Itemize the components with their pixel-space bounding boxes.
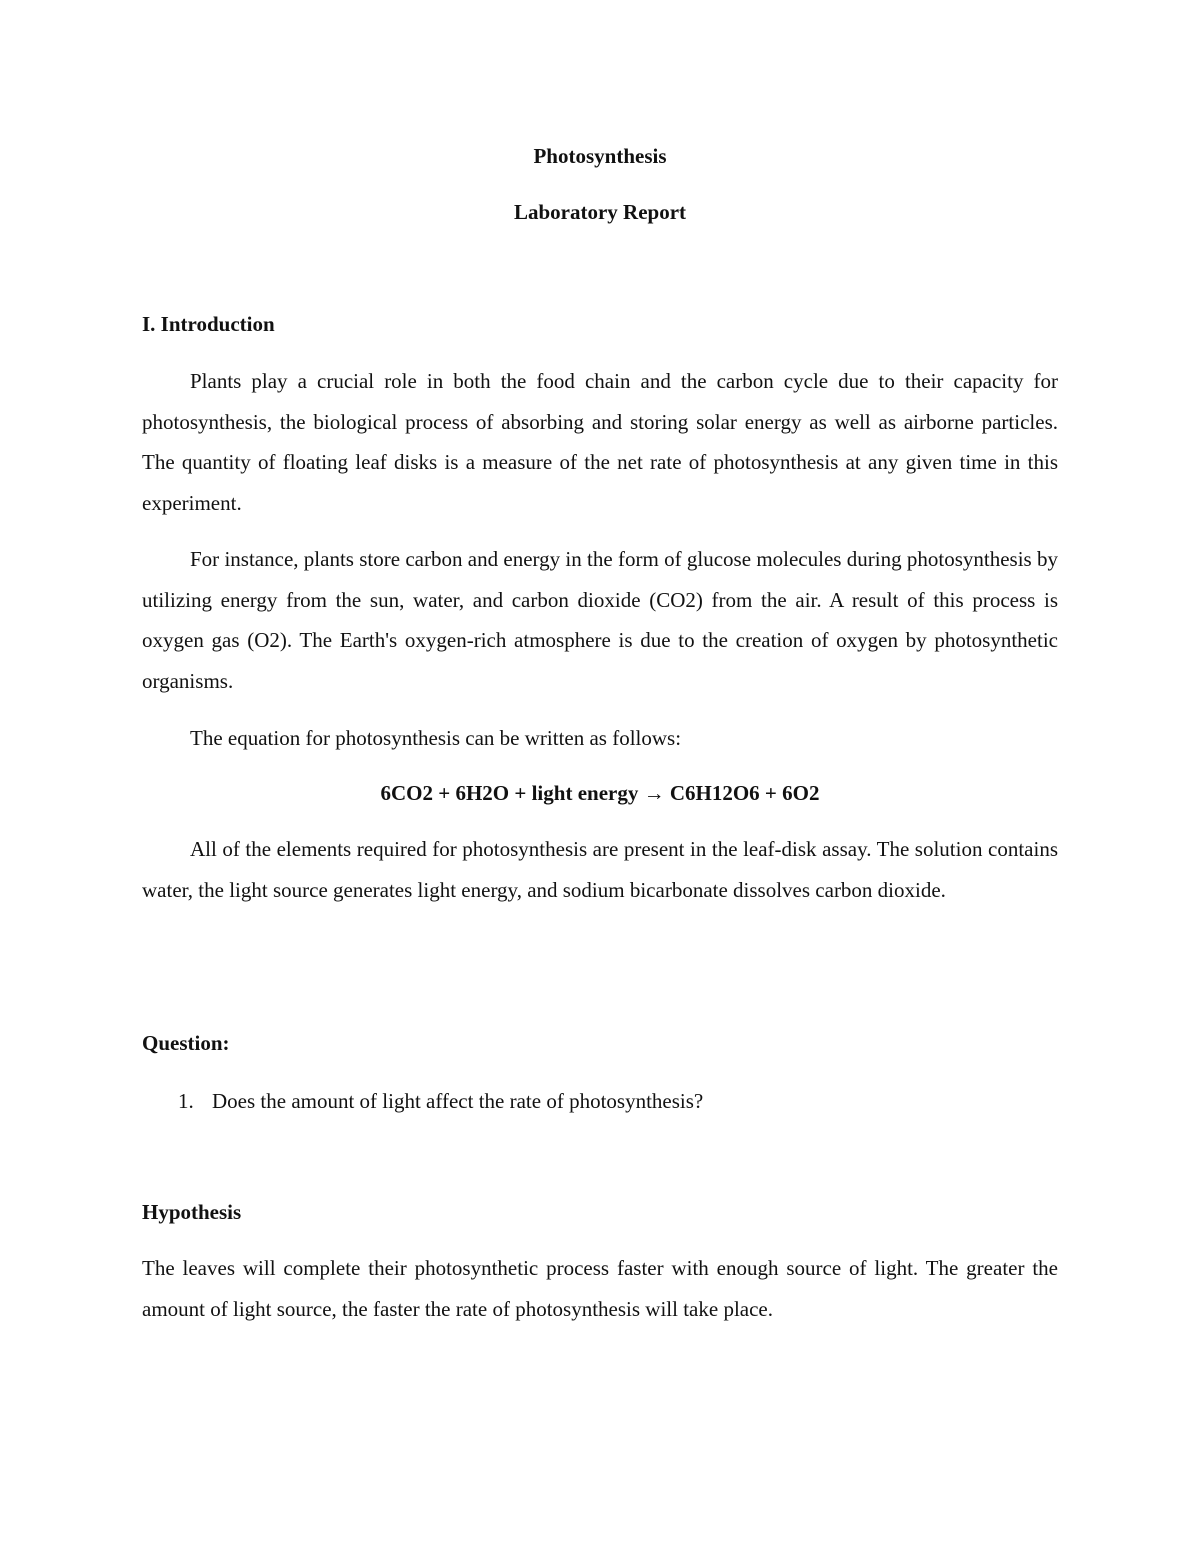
document-title: Photosynthesis xyxy=(533,144,667,168)
introduction-heading: I. Introduction xyxy=(142,312,275,336)
hypothesis-heading: Hypothesis xyxy=(142,1200,242,1224)
question-text: Does the amount of light affect the rate of photosynthesis? xyxy=(212,1089,704,1113)
photosynthesis-equation: 6CO2 + 6H2O + light energy → C6H12O6 + 6O2 xyxy=(380,781,820,805)
question-number: 1. xyxy=(178,1089,194,1113)
introduction-paragraph-4: All of the elements required for photosynthesis are present in the leaf-disk assay. The solution contains water, the light source generates light energy, and sodium bicarbonate dissolves carbon dioxide. xyxy=(142,837,1058,902)
document-subtitle: Laboratory Report xyxy=(513,200,687,224)
hypothesis-text: The leaves will complete their photosynthetic process faster with enough source of light. The greater the amount of light source, the faster the rate of photosynthesis will take place. xyxy=(142,1256,1058,1321)
question-heading: Question: xyxy=(142,1031,230,1055)
question-list-item xyxy=(142,1087,703,1115)
equation-intro-text: The equation for photosynthesis can be written as follows: xyxy=(190,726,682,750)
introduction-paragraph-1: Plants play a crucial role in both the food chain and the carbon cycle due to their capacity for photosynthesis, the biological process of absorbing and storing solar energy as well as airborne particles. The quantity of floating leaf disks is a measure of the net rate of photosynthesis at any given time in this experiment. xyxy=(142,369,1058,515)
introduction-paragraph-2: For instance, plants store carbon and energy in the form of glucose molecules during photosynthesis by utilizing energy from the sun, water, and carbon dioxide (CO2) from the air. A result of this process is oxygen gas (O2). The Earth's oxygen-rich atmosphere is due to the creation of oxygen by photosynthetic organisms. xyxy=(142,547,1058,693)
